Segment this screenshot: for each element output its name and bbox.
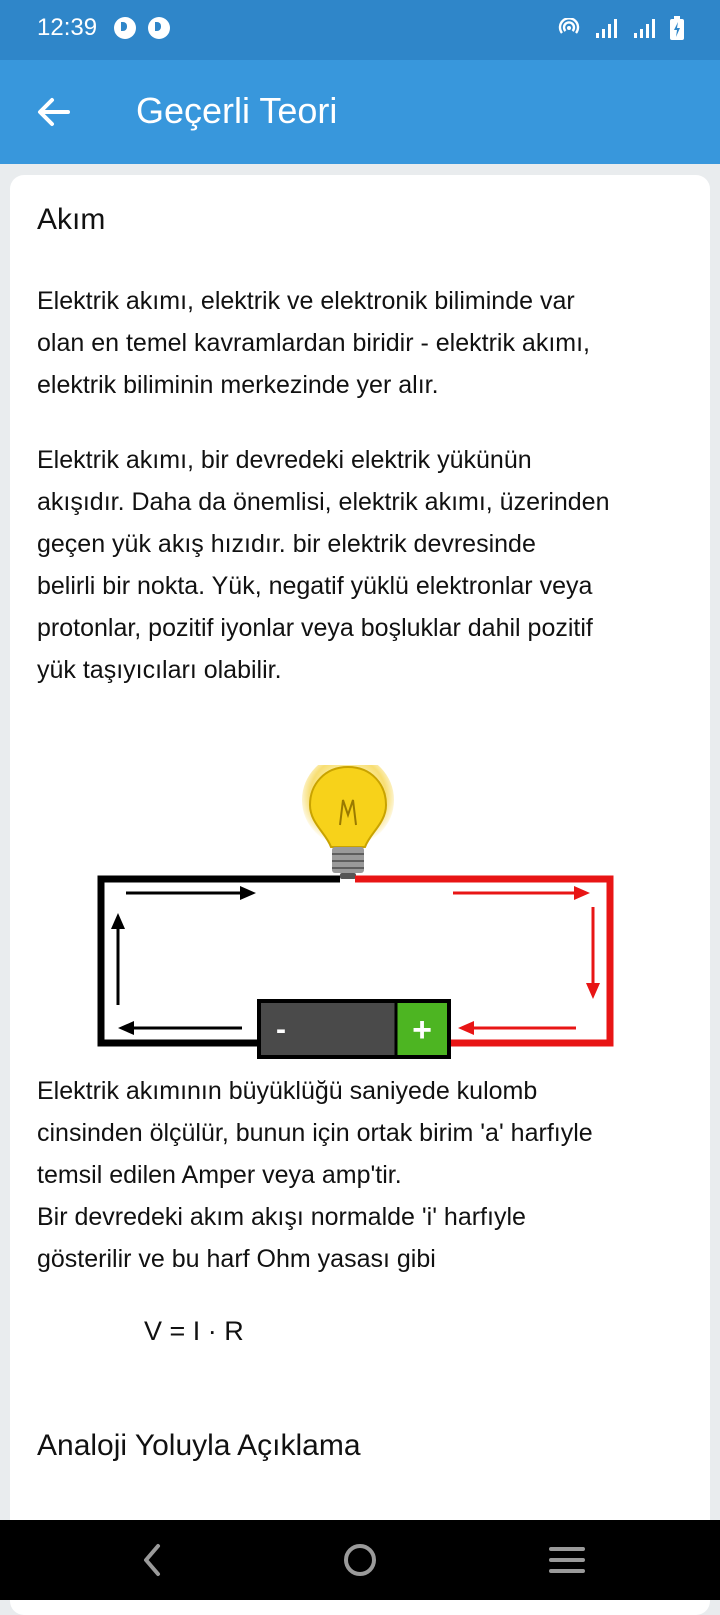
text-line: olan en temel kavramlardan biridir - elektrik akımı, [37,329,590,357]
text-line: elektrik biliminin merkezinde yer alır. [37,371,439,399]
text-line: Elektrik akımı, elektrik ve elektronik biliminde var [37,287,575,315]
current-arrow [111,886,256,1035]
text-line: geçen yük akış hızıdır. bir elektrik devresinde [37,530,536,558]
battery-positive-label: + [412,1011,432,1049]
nav-back-button[interactable] [113,1520,193,1600]
signal-icon [594,18,618,40]
paragraph [37,280,687,406]
ohms-law-formula: V = I · R [144,1316,244,1346]
text-line: temsil edilen Amper veya amp'tir. [37,1161,402,1189]
current-arrow [453,886,600,1035]
battery-negative-label: - [276,1013,286,1046]
text-line: cinsinden ölçülür, bunun için ortak birim 'a' harfıyle [37,1119,593,1147]
page-title: Geçerli Teori [136,90,338,131]
back-button[interactable] [30,86,82,138]
status-time: 12:39 [37,14,98,41]
battery-charging-icon [670,16,684,40]
app-bar [0,60,720,164]
app-notification-icon [114,17,136,39]
battery-icon [259,1001,449,1057]
text-line: Bir devredeki akım akışı normalde 'i' harfıyle [37,1203,526,1231]
text-line: Elektrik akımı, bir devredeki elektrik yükünün [37,446,532,474]
text-line: akışıdır. Daha da önemlisi, elektrik akımı, üzerinden [37,488,610,516]
notification-icons [114,17,170,39]
chevron-left-icon [138,1542,168,1578]
arrow-back-icon [30,86,82,138]
text-line: protonlar, pozitif iyonlar veya boşluklar dahil pozitif [37,614,593,642]
paragraph [37,1070,687,1280]
text-line: gösterilir ve bu harf Ohm yasası gibi [37,1245,436,1273]
system-icons [558,16,684,40]
home-circle-icon [342,1542,378,1578]
content-card [10,175,710,1615]
paragraph [37,439,687,691]
light-bulb-icon [302,765,394,879]
signal-icon [632,18,656,40]
menu-lines-icon [549,1545,585,1575]
text-line: yük taşıyıcıları olabilir. [37,656,282,684]
section-heading: Akım [37,203,106,236]
text-line: belirli bir nokta. Yük, negatif yüklü elektronlar veya [37,572,593,600]
navigation-bar [0,1520,720,1600]
text-line: Elektrik akımının büyüklüğü saniyede kulomb [37,1077,538,1105]
section-heading: Analoji Yoluyla Açıklama [37,1429,361,1462]
nav-home-button[interactable] [320,1520,400,1600]
status-bar [0,0,720,60]
app-notification-icon [148,17,170,39]
hotspot-icon [558,18,580,40]
nav-recents-button[interactable] [527,1520,607,1600]
